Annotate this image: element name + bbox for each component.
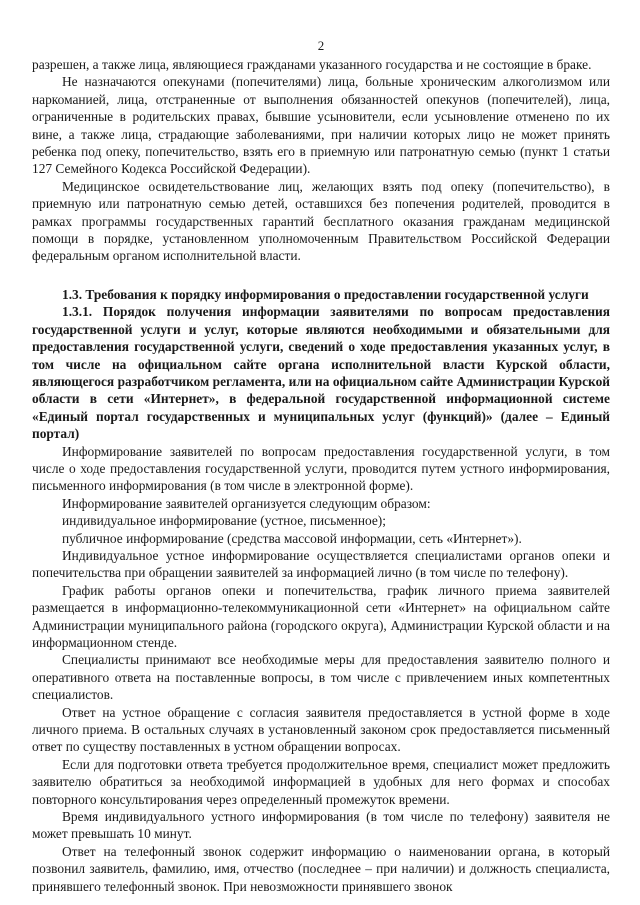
paragraph-medical-examination: Медицинское освидетельствование лиц, желающих взять под опеку (попечительство), в приемную или патронатную семью детей, оставшихся без попечения родителей, проводится в рамках программы государственных гарантий бесплатного оказания гражданам медицинской помощи в порядке, установленном уполномоченным Правительством Российской Федерации федеральным органом исполнительной власти. [32, 178, 610, 264]
paragraph-phone-call: Ответ на телефонный звонок содержит информацию о наименовании органа, в который позвонил заявитель, фамилию, имя, отчество (последнее – при наличии) и должность специалиста, принявшего телефонный звонок. При невозможности принявшего звонок [32, 843, 610, 894]
paragraph-oral-informing: Индивидуальное устное информирование осуществляется специалистами органов опеки и попечительства при обращении заявителей за информацией лично (в том числе по телефону). [32, 547, 610, 581]
paragraph-informing-organized: Информирование заявителей организуется следующим образом: [62, 495, 431, 511]
paragraph-time-limit: Время индивидуального устного информирования (в том числе по телефону) заявителя не может превышать 10 минут. [32, 809, 610, 842]
paragraph-informing-methods: Информирование заявителей по вопросам предоставления государственной услуги, в том числе о ходе предоставления государственной услуги, проводится путем устного информирования, письменного информирования (в том числе в электронной форме). [32, 443, 610, 494]
paragraph-work-schedule: График работы органов опеки и попечительства, график личного приема заявителей размещается в информационно-телекоммуникационной сети «Интернет» на официальном сайте Администрации муниципального района (городского округа), Администрации Курской области и на информационном стенде. [32, 582, 610, 650]
paragraph-guardian-restrictions: Не назначаются опекунами (попечителями) лица, больные хроническим алкоголизмом или наркоманией, лица, отстраненные от выполнения обязанностей опекунов (попечителей), лица, ограниченные в родительских правах, бывшие усыновители, если усыновление отменено по их вине, а также лица, страдающие заболеваниями, при наличии которых лицо не может принять ребенка под опеку, попечительство, взять его в приемную или патронатную семью (пункт 1 статьи 127 Семейного Кодекса Российской Федерации). [32, 74, 610, 177]
paragraph-oral-response: Ответ на устное обращение с согласия заявителя предоставляется в устной форме в ходе личного приема. В остальных случаях в установленный законом срок предоставляется письменный ответ по существу поставленных в устном обращении вопросах. [32, 704, 610, 755]
paragraph-continuation: разрешен, а также лица, являющиеся гражданами указанного государства и не состоящие в браке. [32, 57, 592, 72]
list-item-individual-informing: индивидуальное информирование (устное, письменное); [62, 513, 386, 529]
paragraph-long-preparation: Если для подготовки ответа требуется продолжительное время, специалист может предложить заявителю обратиться за необходимой информацией в удобных для него формах и способах повторного консультирования через определенный промежуток времени. [32, 756, 610, 807]
subsection-heading-1-3-1: 1.3.1. Порядок получения информации заявителями по вопросам предоставления государственной услуги и услуг, которые являются необходимыми и обязательными для предоставления государственной услуги, сведений о ходе предоставления указанных услуг, в том числе на официальном сайте органа исполнительной власти Курской области, являющегося разработчиком регламента, или на официальном сайте Администрации Курской области в сети «Интернет», в федеральной государственной информационной системе «Единый портал государственных и муниципальных услуг (функций)» (далее – Единый портал) [32, 304, 610, 442]
section-heading-1-3: 1.3. Требования к порядку информирования о предоставлении государственной услуги [62, 286, 589, 302]
page-number: 2 [317, 38, 325, 53]
list-item-public-informing: публичное информирование (средства массовой информации, сеть «Интернет»). [62, 530, 522, 546]
paragraph-specialists-measures: Специалисты принимают все необходимые меры для предоставления заявителю полного и оперативного ответа на поставленные вопросы, в том числе с привлечением иных компетентных специалистов. [32, 652, 610, 703]
